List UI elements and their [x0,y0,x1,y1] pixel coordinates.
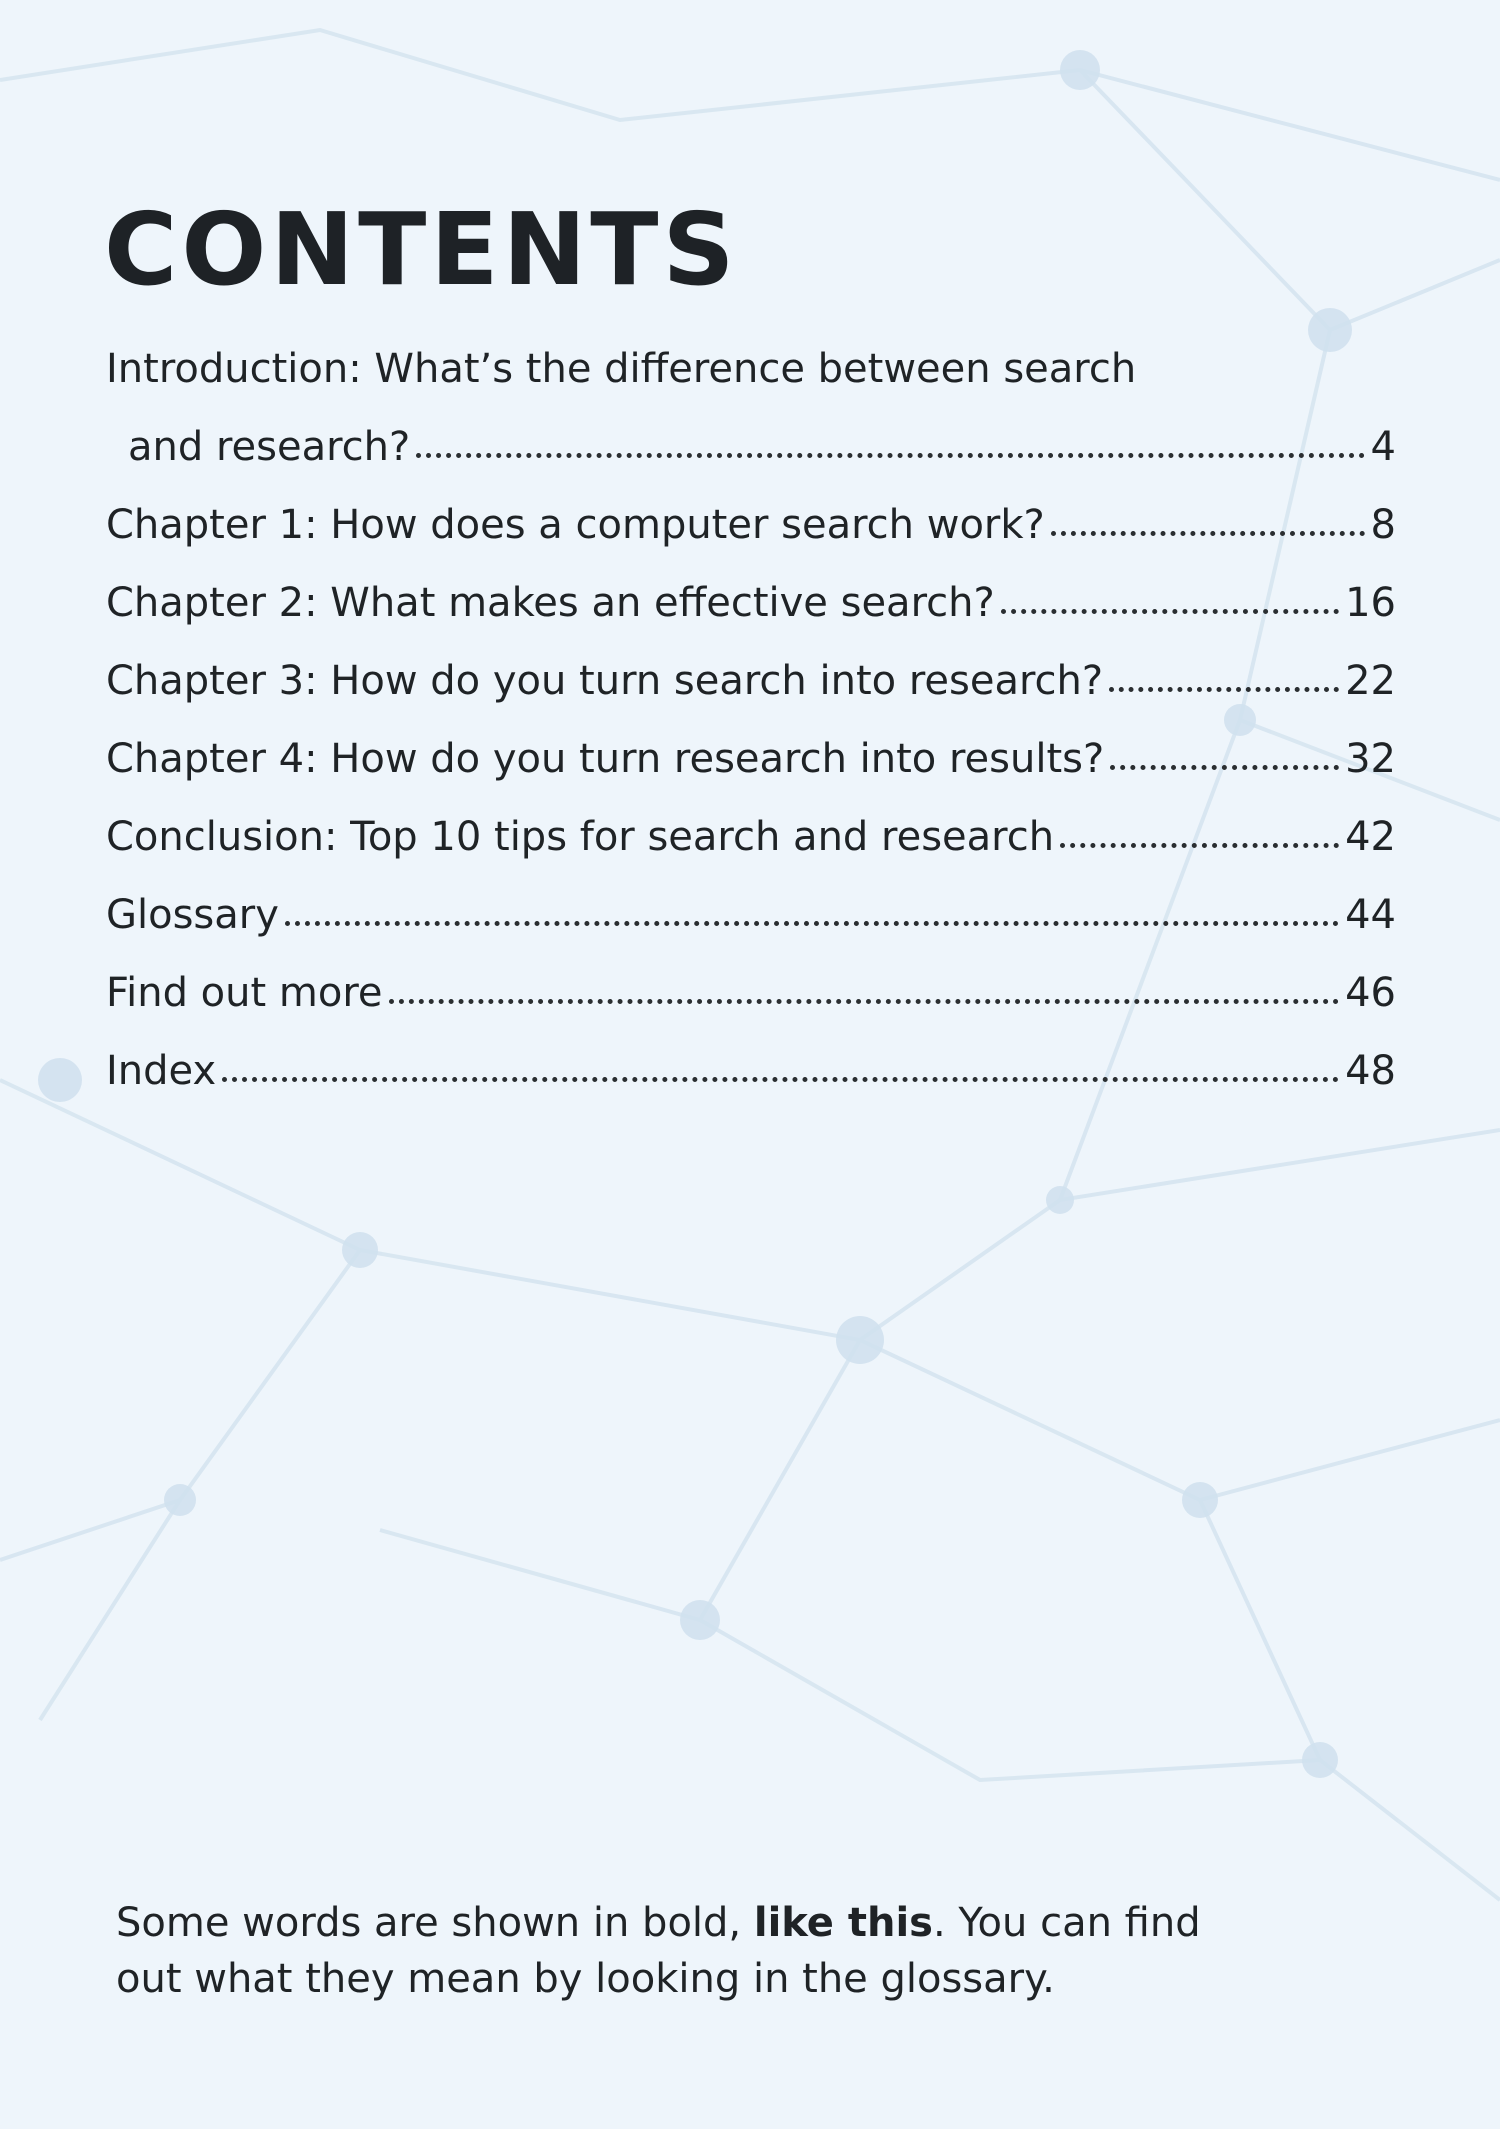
dot-leader [1109,687,1339,692]
toc-entry-label: and research? [128,424,411,470]
dot-leader [416,453,1364,458]
dot-leader [285,921,1339,926]
note-bold-example: like this [753,1900,933,1946]
glossary-note [116,1895,1256,2007]
toc-entry-index[interactable] [106,1032,1396,1110]
toc-entry-label: Chapter 2: What makes an effective search? [106,580,995,626]
toc-entry-find-out-more[interactable] [106,954,1396,1032]
dot-leader [1001,609,1339,614]
toc-entry-label: Chapter 1: How does a computer search work? [106,502,1045,548]
toc-page-number: 8 [1370,502,1396,548]
toc-page-number: 48 [1345,1048,1396,1094]
toc-page-number: 22 [1345,658,1396,704]
toc-entry-label: Conclusion: Top 10 tips for search and research [106,814,1055,860]
toc-entry-glossary[interactable] [106,876,1396,954]
dot-leader [222,1077,1339,1082]
toc-page-number: 42 [1345,814,1396,860]
toc-entry-label: Find out more [106,970,383,1016]
dot-leader [1110,765,1339,770]
toc-entry-label: Chapter 4: How do you turn research into results? [106,736,1105,782]
toc-page-number: 46 [1345,970,1396,1016]
note-text-before: Some words are shown in bold, [116,1900,754,1946]
toc-page-number: 44 [1345,892,1396,938]
toc-page-number: 4 [1370,424,1396,470]
toc-entry-chapter-3[interactable] [106,642,1396,720]
toc-entry-chapter-4[interactable] [106,720,1396,798]
dot-leader [389,999,1340,1004]
toc-entry-label: Glossary [106,892,279,938]
toc-entry-conclusion[interactable] [106,798,1396,876]
toc-entry-chapter-2[interactable] [106,564,1396,642]
page-title: CONTENTS [104,191,739,308]
toc-entry-introduction-line2[interactable] [106,408,1396,486]
table-of-contents [106,330,1396,1110]
toc-page-number: 16 [1345,580,1396,626]
toc-entry-chapter-1[interactable] [106,486,1396,564]
toc-entry-label: Introduction: What’s the difference between search [106,346,1137,392]
toc-entry-introduction-line1[interactable] [106,330,1396,408]
dot-leader [1060,843,1339,848]
toc-entry-label: Chapter 3: How do you turn search into research? [106,658,1104,704]
toc-page-number: 32 [1345,736,1396,782]
dot-leader [1051,531,1365,536]
note-text-after: . You can find out what they mean by looking in the glossary. [116,1900,1201,2002]
toc-entry-label: Index [106,1048,217,1094]
